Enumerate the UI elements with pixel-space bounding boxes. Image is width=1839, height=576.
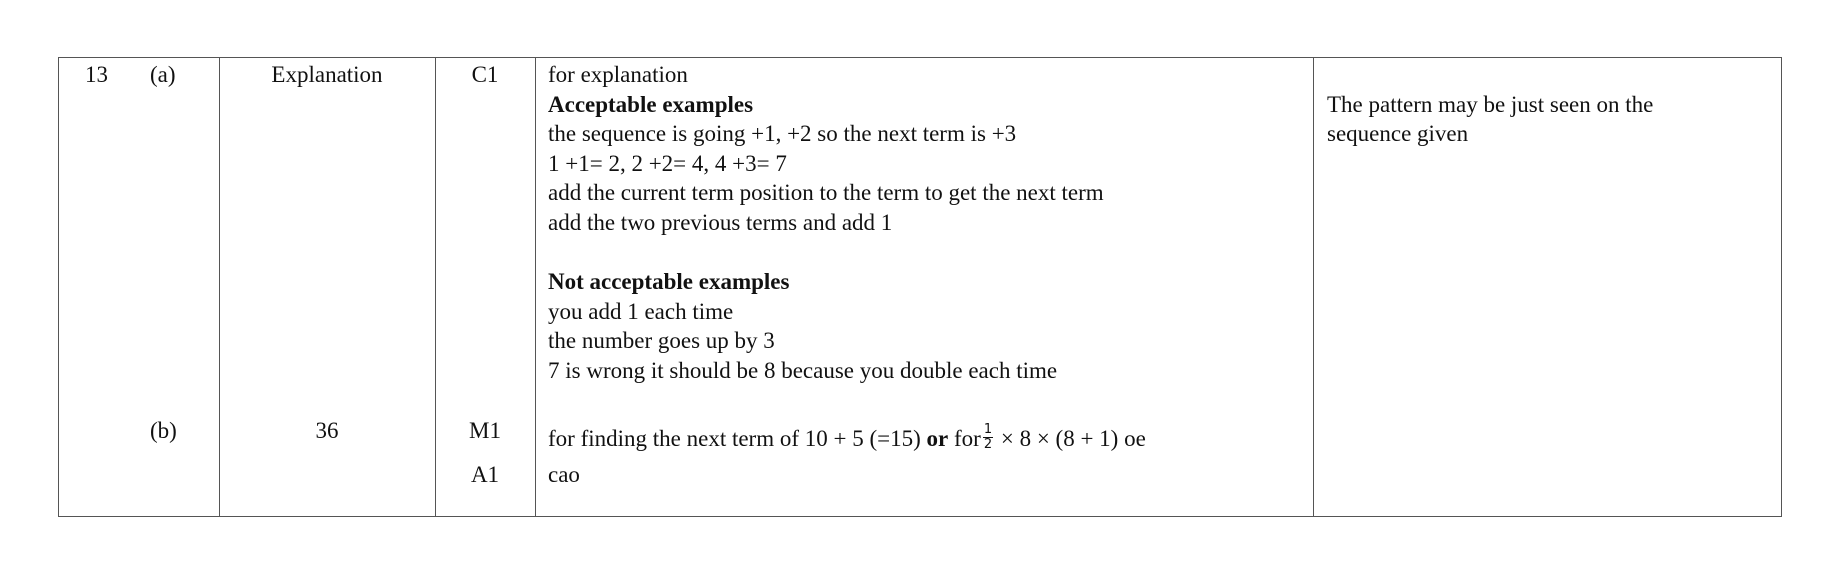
part-b-label: (b) [150, 418, 177, 443]
acceptable-example: the sequence is going +1, +2 so the next term is +3 [548, 121, 1017, 146]
part-a-intro: for explanation [548, 62, 688, 87]
part-a-answer: Explanation [271, 62, 383, 87]
m1-note-expression: × 8 × (8 + 1) oe [1000, 426, 1146, 451]
column-divider [535, 57, 536, 517]
fraction-numerator: 1 [983, 422, 993, 438]
acceptable-heading: Acceptable examples [548, 92, 754, 117]
part-b-mark-m1: M1 [469, 418, 501, 443]
column-divider [219, 57, 220, 517]
part-a-mark: C1 [471, 62, 499, 87]
part-b-m1-note [548, 424, 1146, 455]
part-b-a1-note: cao [548, 462, 580, 487]
not-acceptable-heading: Not acceptable examples [548, 269, 790, 294]
column-divider [1313, 57, 1314, 517]
guidance-line: sequence given [1327, 121, 1469, 146]
not-acceptable-example: 7 is wrong it should be 8 because you double each time [548, 358, 1058, 383]
fraction-denominator: 2 [983, 437, 993, 453]
acceptable-example: 1 +1= 2, 2 +2= 4, 4 +3= 7 [548, 151, 787, 176]
not-acceptable-example: the number goes up by 3 [548, 328, 775, 353]
acceptable-example: add the current term position to the term to get the next term [548, 180, 1104, 205]
m1-note-for: for [954, 426, 981, 451]
guidance-line: The pattern may be just seen on the [1327, 92, 1654, 117]
acceptable-example: add the two previous terms and add 1 [548, 210, 893, 235]
half-fraction [983, 423, 993, 452]
part-b-mark-a1: A1 [470, 462, 500, 487]
part-b-answer: 36 [315, 418, 339, 443]
column-divider [435, 57, 436, 517]
m1-note-or: or [926, 426, 949, 451]
part-a-label: (a) [150, 62, 176, 87]
m1-note-text: for finding the next term of 10 + 5 (=15) [548, 426, 921, 451]
question-number: 13 [85, 62, 108, 87]
not-acceptable-example: you add 1 each time [548, 299, 734, 324]
